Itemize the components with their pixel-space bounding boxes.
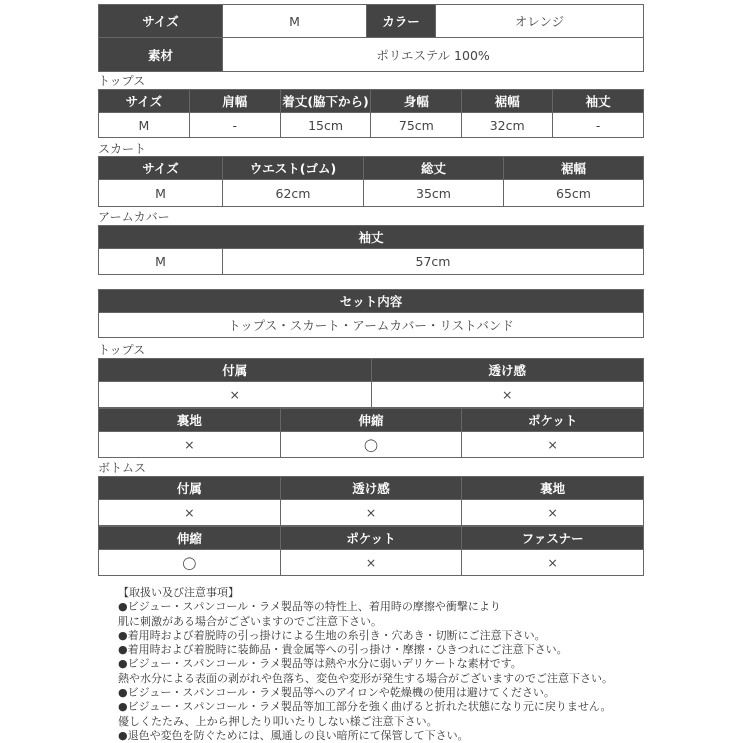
tops-feature-lining: × [99,432,281,458]
tops-header-length: 着丈(脇下から) [280,90,371,113]
set-contents-table [98,289,644,338]
material-value: ポリエステル 100% [223,38,644,72]
skirt-cell-hem: 65cm [504,180,644,207]
care-note-line: 優しくたたみ、上から押したり叩いたりしない様ご注意下さい。 [118,714,438,728]
armcover-size-table [98,225,644,275]
set-contents-value: トップス・スカート・アームカバー・リストバンド [99,313,644,338]
armcover-size-title: アームカバー [98,210,170,224]
bottoms-features-title: ボトムス [98,461,147,475]
care-note-line: ●ビジュー・スパンコール・ラメ製品等は熱や水分に弱いデリケートな素材です。 [118,657,522,671]
bottoms-feature-stretch: ◯ [99,550,281,576]
tops-features-block-2 [98,408,644,458]
bottoms-features-table-1 [98,476,644,526]
tops-features-title: トップス [98,343,146,357]
care-note-line: 熱や水分による表面の剥がれや色落ち、変色や変形が発生する場合がございますのでご注意下さい。 [118,671,613,685]
bottoms-features-table-2 [98,526,644,576]
care-notes-title: 【取扱い及び注意事項】 [118,586,239,599]
skirt-header-size: サイズ [99,157,223,180]
care-note-line: ●着用時および着脱時に装飾品・貴金属等への引っ掛け・摩擦・ひきつれにご注意下さい。 [118,643,568,657]
tops-cell-sleeve: - [553,113,644,138]
bottoms-feature-zipper: × [462,550,644,576]
bottoms-feature-lining: × [462,500,644,526]
skirt-cell-length: 35cm [364,180,504,207]
tops-feature-header-sheerness: 透け感 [371,359,644,382]
armcover-header-sleeve: 袖丈 [99,226,644,249]
set-contents-header: セット内容 [99,290,644,313]
tops-cell-hem: 32cm [462,113,553,138]
color-label: カラー [367,5,436,38]
tops-size-block [98,89,644,138]
bottoms-feature-sheerness: × [280,500,462,526]
skirt-header-hem: 裾幅 [504,157,644,180]
skirt-size-block [98,156,644,207]
bottoms-feature-header-zipper: ファスナー [462,527,644,550]
tops-features-table-2 [98,408,644,458]
care-note-line: 肌に刺激がある場合がございますのでご注意下さい。 [118,614,382,628]
armcover-size-block [98,225,644,275]
size-value: M [223,5,367,38]
tops-header-hem: 裾幅 [462,90,553,113]
tops-cell-length: 15cm [280,113,371,138]
tops-cell-size: M [99,113,190,138]
tops-feature-sheerness: × [371,382,644,408]
tops-feature-header-attachment: 付属 [99,359,372,382]
care-note-line: ●ビジュー・スパンコール・ラメ製品等の特性上、着用時の摩擦や衝撃により [118,600,501,614]
care-note-line: ●着用時および着脱時の引っ掛けによる生地の糸引き・穴あき・切断にご注意下さい。 [118,628,546,642]
care-notes [118,586,618,743]
tops-size-table [98,89,644,138]
bottoms-features-block-2 [98,526,644,576]
set-contents-block [98,289,644,338]
skirt-size-table [98,156,644,207]
armcover-cell-size: M [99,249,223,275]
tops-feature-stretch: ◯ [280,432,462,458]
bottoms-feature-header-stretch: 伸縮 [99,527,281,550]
tops-size-title: トップス [98,74,146,88]
skirt-header-length: 総丈 [364,157,504,180]
tops-cell-width: 75cm [371,113,462,138]
tops-header-width: 身幅 [371,90,462,113]
tops-feature-header-lining: 裏地 [99,409,281,432]
tops-header-size: サイズ [99,90,190,113]
tops-feature-pocket: × [462,432,644,458]
care-note-line: ●ビジュー・スパンコール・ラメ製品等へのアイロンや乾燥機の使用は避けてください。 [118,686,555,700]
tops-features-block-1 [98,358,644,408]
skirt-size-title: スカート [98,142,147,156]
material-label: 素材 [99,38,223,72]
bottoms-feature-header-lining: 裏地 [462,477,644,500]
bottoms-feature-pocket: × [280,550,462,576]
tops-feature-attachment: × [99,382,372,408]
bottoms-feature-header-sheerness: 透け感 [280,477,462,500]
armcover-cell-sleeve: 57cm [223,249,644,275]
bottoms-feature-header-attachment: 付属 [99,477,281,500]
skirt-cell-waist: 62cm [223,180,364,207]
skirt-cell-size: M [99,180,223,207]
summary-table [98,4,644,72]
tops-features-table-1 [98,358,644,408]
tops-feature-header-stretch: 伸縮 [280,409,462,432]
size-label: サイズ [99,5,223,38]
care-note-line: ●退色や変色を防ぐためには、風通しの良い暗所にて保管して下さい。 [118,728,469,742]
care-note-line: ●ビジュー・スパンコール・ラメ製品等加工部分を強く曲げると折れた状態になり元に戻りません。 [118,700,612,714]
tops-cell-shoulder: - [189,113,280,138]
tops-feature-header-pocket: ポケット [462,409,644,432]
color-value: オレンジ [436,5,644,38]
tops-header-sleeve: 袖丈 [553,90,644,113]
skirt-header-waist: ウエスト(ゴム) [223,157,364,180]
tops-header-shoulder: 肩幅 [189,90,280,113]
bottoms-feature-attachment: × [99,500,281,526]
bottoms-features-block-1 [98,476,644,526]
summary-table-block [98,4,644,72]
bottoms-feature-header-pocket: ポケット [280,527,462,550]
